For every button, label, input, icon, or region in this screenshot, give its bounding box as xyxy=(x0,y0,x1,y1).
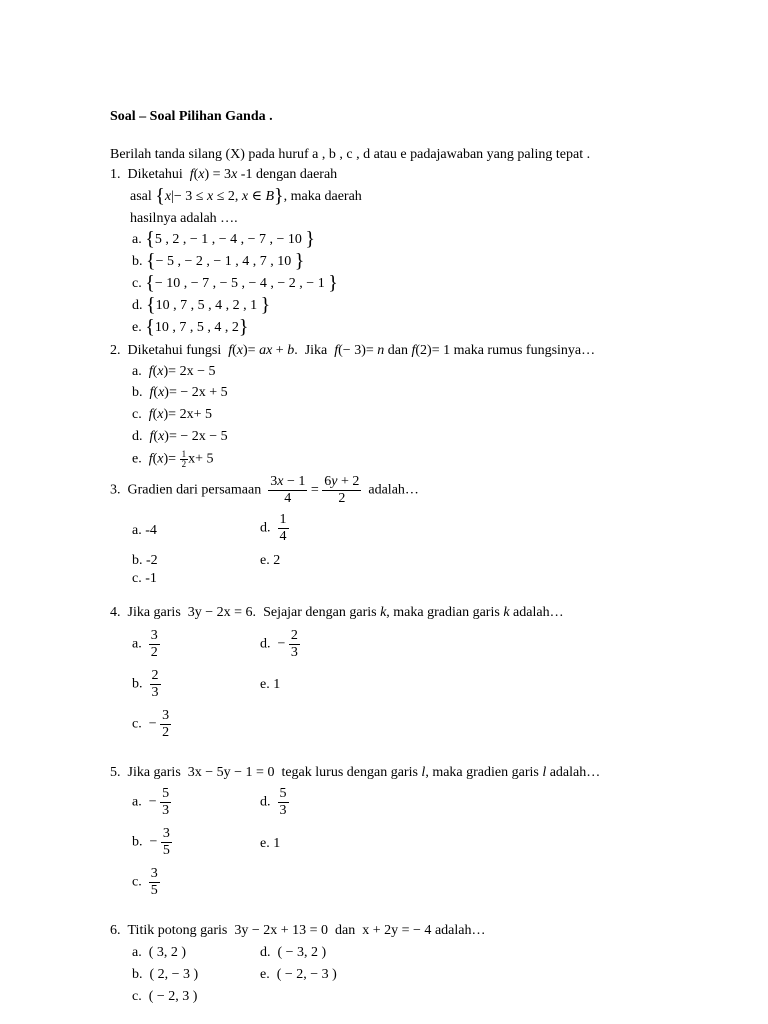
q5-line: 5. Jika garis 3x − 5y − 1 = 0 tegak lurus dengan garis l, maka gradien garis l adalah… xyxy=(110,765,601,780)
q5-equation: 3x − 5y − 1 = 0 xyxy=(187,765,275,780)
q6-option-c[interactable]: c. ( − 2, 3 ) xyxy=(132,989,198,1004)
q4-option-c[interactable]: c. − $\frac{3}{2}$ xyxy=(132,708,170,740)
q6-option-d[interactable]: d. ( − 3, 2 ) xyxy=(260,945,327,960)
q5-option-b[interactable]: b. − $\frac{3}{5}$ xyxy=(132,826,170,858)
q4-line: 4. Jika garis 3y − 2x = 6. Sejajar dengan garis k, maka gradian garis k adalah… xyxy=(110,605,564,620)
q1-line2: asal {x|− 3 ≤ x ≤ 2, x ∈ B}, maka daerah xyxy=(130,185,362,207)
q2-option-b[interactable]: b. f(x)= − 2x + 5 xyxy=(132,385,228,400)
q1-option-c[interactable]: c. {− 10 , − 7 , − 5 , − 4 , − 2 , − 1 } xyxy=(132,272,338,294)
q3-option-e[interactable]: e. 2 xyxy=(260,553,281,568)
q2-line: 2. Diketahui fungsi f(x)= ax + b. Jika f(− 3)= n dan f(2)= 1 maka rumus fungsinya… xyxy=(110,343,596,358)
q6-line: 6. Titik potong garis 3y − 2x + 13 = 0 dan x + 2y = − 4 adalah… xyxy=(110,923,486,938)
q3-option-a[interactable]: a. -4 xyxy=(132,523,157,538)
q2-number: 2. xyxy=(110,343,121,358)
q2-option-c[interactable]: c. f(x)= 2x+ 5 xyxy=(132,407,212,422)
q2-option-d[interactable]: d. f(x)= − 2x − 5 xyxy=(132,429,228,444)
q4-equation: 3y − 2x = 6. xyxy=(187,605,257,620)
q3-option-b[interactable]: b. -2 xyxy=(132,553,158,568)
q2-option-a[interactable]: a. f(x)= 2x − 5 xyxy=(132,364,216,379)
q3-option-d[interactable]: d. $\frac{1}{4}$ xyxy=(260,512,287,544)
q1-option-b[interactable]: b. {− 5 , − 2 , − 1 , 4 , 7 , 10 } xyxy=(132,250,305,272)
q6-option-e[interactable]: e. ( − 2, − 3 ) xyxy=(260,967,337,982)
q6-option-b[interactable]: b. ( 2, − 3 ) xyxy=(132,967,199,982)
q2-option-e[interactable]: e. f(x)= $\frac{1}{2}$ x+ 5 xyxy=(132,449,214,469)
q6-equation-1: 3y − 2x + 13 = 0 xyxy=(234,923,329,938)
q4-option-e[interactable]: e. 1 xyxy=(260,677,281,692)
q1-option-e[interactable]: e. {10 , 7 , 5 , 4 , 2} xyxy=(132,316,249,338)
q1-domain-label: asal xyxy=(130,189,152,204)
q1-line1: 1. Diketahui f(x) = 3x -1 dengan daerah xyxy=(110,167,338,182)
q5-number: 5. xyxy=(110,765,121,780)
q3-number: 3. xyxy=(110,482,121,498)
q4-option-a[interactable]: a. $\frac{3}{2}$ xyxy=(132,628,158,660)
q3-line: 3. Gradien dari persamaan $\frac{3x - 1}{4}$ = $\frac{6y + 2}{2}$ adalah… xyxy=(110,474,419,506)
q1-text: Diketahui xyxy=(127,167,183,182)
q6-number: 6. xyxy=(110,923,121,938)
q6-option-a[interactable]: a. ( 3, 2 ) xyxy=(132,945,187,960)
q5-option-e[interactable]: e. 1 xyxy=(260,836,281,851)
q1-text-post: dengan daerah xyxy=(255,167,338,182)
q1-line3: hasilnya adalah …. xyxy=(130,211,238,226)
q5-option-c[interactable]: c. $\frac{3}{5}$ xyxy=(132,866,158,898)
q4-option-b[interactable]: b. $\frac{2}{3}$ xyxy=(132,668,159,700)
q1-option-d[interactable]: d. {10 , 7 , 5 , 4 , 2 , 1 } xyxy=(132,294,271,316)
q1-option-a[interactable]: a. {5 , 2 , − 1 , − 4 , − 7 , − 10 } xyxy=(132,228,316,250)
q6-equation-2: x + 2y = − 4 xyxy=(362,923,432,938)
q5-option-d[interactable]: d. $\frac{5}{3}$ xyxy=(260,786,287,818)
q4-option-d[interactable]: d. − $\frac{2}{3}$ xyxy=(260,628,298,660)
instruction: Berilah tanda silang (X) pada huruf a , b , c , d atau e padajawaban yang paling tepat . xyxy=(110,147,591,162)
q1-number: 1. xyxy=(110,167,121,182)
page-title: Soal – Soal Pilihan Ganda . xyxy=(110,109,273,124)
q5-option-a[interactable]: a. − $\frac{5}{3}$ xyxy=(132,786,170,818)
q4-number: 4. xyxy=(110,605,121,620)
q1-domain-post: , maka daerah xyxy=(283,189,362,204)
q3-option-c[interactable]: c. -1 xyxy=(132,571,157,586)
